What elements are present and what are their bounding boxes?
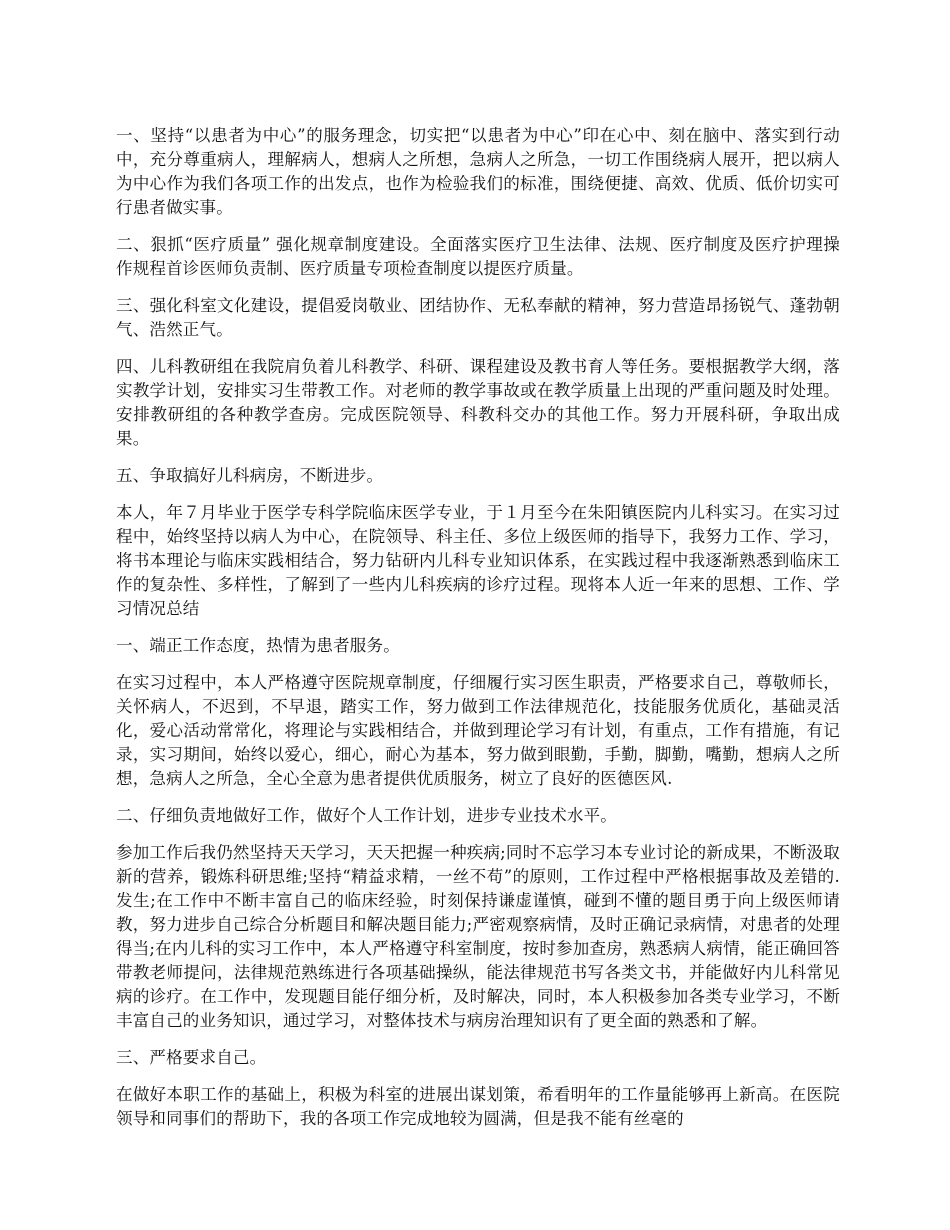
paragraph: 三、强化科室文化建设，提倡爱岗敬业、团结协作、无私奉献的精神，努力营造昂扬锐气、蓬勃朝气、浩然正气。 bbox=[116, 296, 840, 339]
paragraph: 本人，年７月毕业于医学专科学院临床医学专业，于１月至今在朱阳镇医院内儿科实习。在实习过程中，始终坚持以病人为中心，在院领导、科主任、多位上级医师的指导下，我努力工作、学习，将书本理论与临床实践相结合，努力钻研内儿科专业知识体系，在实践过程中我逐渐熟悉到临床工作的复杂性、多样性，了解到了一些内儿科疾病的诊疗过程。现将本人近一年来的思想、工作、学习情况总结 bbox=[116, 503, 840, 618]
section-heading: 三、严格要求自己。 bbox=[116, 1048, 267, 1067]
paragraph: 在做好本职工作的基础上，积极为科室的进展出谋划策，希看明年的工作量能够再上新高。在医院领导和同事们的帮助下，我的各项工作完成地较为圆满，但是我不能有丝毫的 bbox=[116, 1085, 840, 1128]
paragraph: 五、争取搞好儿科病房，不断进步。 bbox=[116, 466, 384, 485]
section-heading: 一、端正工作态度，热情为患者服务。 bbox=[116, 636, 400, 655]
paragraph: 四、儿科教研组在我院肩负着儿科教学、科研、课程建设及教书育人等任务。要根据教学大纲，落实教学计划，安排实习生带教工作。对老师的教学事故或在教学质量上出现的严重问题及时处理。安排教研组的各种教学查房。完成医院领导、科教科交办的其他工作。努力开展科研，争取出成果。 bbox=[116, 357, 840, 448]
paragraph: 参加工作后我仍然坚持天天学习，天天把握一种疾病;同时不忘学习本专业讨论的新成果，不断汲取新的营养，锻炼科研思维;坚持“精益求精，一丝不苟”的原则，工作过程中严格根据事故及差错的.发生;在工作中不断丰富自己的临床经验，时刻保持谦虚谨慎，碰到不懂的题目勇于向上级医师请教，努力进步自己综合分析题目和解决题目能力;严密观察病情，及时正确记录病情，对患者的处理得当;在内儿科的实习工作中，本人严格遵守科室制度，按时参加查房，熟悉病人病情，能正确回答带教老师提问，法律规范熟练进行各项基础操纵，能法律规范书写各类文书，并能做好内儿科常见病的诊疗。在工作中，发现题目能仔细分析，及时解决，同时，本人积极参加各类专业学习，不断丰富自己的业务知识，通过学习，对整体技术与病房治理知识有了更全面的熟悉和了解。 bbox=[116, 843, 840, 1030]
document-body bbox=[116, 124, 840, 1144]
section-heading: 二、仔细负责地做好工作，做好个人工作计划，进步专业技术水平。 bbox=[116, 806, 617, 825]
paragraph: 一、坚持“以患者为中心”的服务理念，切实把“以患者为中心”印在心中、刻在脑中、落实到行动中，充分尊重病人，理解病人，想病人之所想，急病人之所急，一切工作围绕病人展开，把以病人为中心作为我们各项工作的出发点，也作为检验我们的标准，围绕便捷、高效、优质、低价切实可行患者做实事。 bbox=[116, 126, 840, 217]
paragraph: 在实习过程中，本人严格遵守医院规章制度，仔细履行实习医生职责，严格要求自己，尊敬师长，关怀病人，不迟到，不早退，踏实工作，努力做到工作法律规范化，技能服务优质化，基础灵活化，爱心活动常常化，将理论与实践相结合，并做到理论学习有计划，有重点，工作有措施，有记录，实习期间，始终以爱心，细心，耐心为基本，努力做到眼勤，手勤，脚勤，嘴勤，想病人之所想，急病人之所急，全心全意为患者提供优质服务，树立了良好的医德医风. bbox=[116, 673, 840, 788]
paragraph: 二、狠抓“医疗质量” 强化规章制度建设。全面落实医疗卫生法律、法规、医疗制度及医疗护理操作规程首诊医师负责制、医疗质量专项检查制度以提医疗质量。 bbox=[116, 235, 840, 278]
